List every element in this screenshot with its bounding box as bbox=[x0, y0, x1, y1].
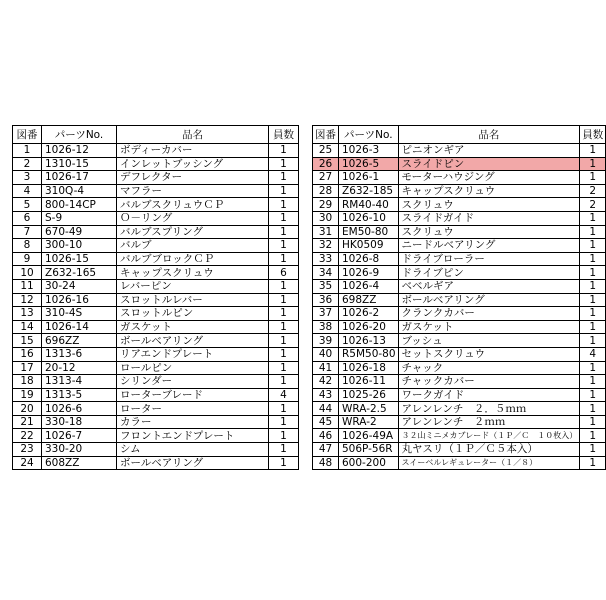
header-qty: 員数 bbox=[580, 126, 606, 144]
cell-no: 35 bbox=[313, 279, 339, 293]
cell-qty: 1 bbox=[269, 415, 299, 429]
table-row bbox=[13, 293, 299, 307]
table-row bbox=[13, 429, 299, 443]
table-row bbox=[313, 211, 606, 225]
cell-name: スクリュウ bbox=[398, 198, 580, 212]
cell-name: レバーピン bbox=[117, 279, 269, 293]
cell-no: 22 bbox=[13, 429, 42, 443]
cell-no: 25 bbox=[313, 144, 339, 158]
cell-no: 31 bbox=[313, 225, 339, 239]
cell-no: 14 bbox=[13, 320, 42, 334]
table-row bbox=[313, 347, 606, 361]
cell-no: 8 bbox=[13, 239, 42, 253]
cell-qty: 1 bbox=[269, 375, 299, 389]
cell-no: 2 bbox=[13, 157, 42, 171]
table-row bbox=[313, 443, 606, 457]
header-name: 品名 bbox=[117, 126, 269, 144]
cell-partno: 1026-10 bbox=[339, 211, 399, 225]
cell-no: 11 bbox=[13, 279, 42, 293]
cell-qty: 1 bbox=[580, 415, 606, 429]
cell-no: 7 bbox=[13, 225, 42, 239]
cell-partno: 300-10 bbox=[42, 239, 117, 253]
cell-partno: S-9 bbox=[42, 211, 117, 225]
cell-partno: 1313-6 bbox=[42, 347, 117, 361]
cell-name: スライドガイド bbox=[398, 211, 580, 225]
cell-partno: 1026-12 bbox=[42, 144, 117, 158]
cell-partno: 1313-5 bbox=[42, 388, 117, 402]
table-row bbox=[313, 157, 606, 171]
cell-name: スライドピン bbox=[398, 157, 580, 171]
table-row bbox=[13, 184, 299, 198]
cell-qty: 1 bbox=[269, 239, 299, 253]
cell-partno: 1026-20 bbox=[339, 320, 399, 334]
cell-partno: 310-4S bbox=[42, 307, 117, 321]
cell-no: 5 bbox=[13, 198, 42, 212]
cell-no: 29 bbox=[313, 198, 339, 212]
cell-qty: 1 bbox=[580, 239, 606, 253]
table-row bbox=[313, 144, 606, 158]
header-partno: パーツNo. bbox=[339, 126, 399, 144]
cell-partno: RM40-40 bbox=[339, 198, 399, 212]
cell-name: ピニオンギア bbox=[398, 144, 580, 158]
cell-qty: 1 bbox=[269, 456, 299, 470]
table-row bbox=[13, 415, 299, 429]
table-row bbox=[313, 334, 606, 348]
cell-qty: 1 bbox=[269, 320, 299, 334]
cell-qty: 4 bbox=[269, 388, 299, 402]
cell-partno: WRA-2.5 bbox=[339, 402, 399, 416]
cell-qty: 1 bbox=[269, 211, 299, 225]
cell-no: 26 bbox=[313, 157, 339, 171]
cell-partno: 1026-5 bbox=[339, 157, 399, 171]
table-row bbox=[13, 443, 299, 457]
cell-qty: 1 bbox=[269, 429, 299, 443]
cell-qty: 1 bbox=[269, 347, 299, 361]
cell-qty: 1 bbox=[580, 375, 606, 389]
cell-qty: 1 bbox=[269, 225, 299, 239]
table-row bbox=[13, 402, 299, 416]
cell-partno: 20-12 bbox=[42, 361, 117, 375]
table-row bbox=[313, 429, 606, 443]
cell-partno: 1026-11 bbox=[339, 375, 399, 389]
cell-partno: 1026-9 bbox=[339, 266, 399, 280]
cell-qty: 1 bbox=[269, 279, 299, 293]
table-row bbox=[13, 307, 299, 321]
table-row bbox=[313, 456, 606, 470]
cell-no: 13 bbox=[13, 307, 42, 321]
cell-qty: 1 bbox=[269, 157, 299, 171]
cell-partno: 670-49 bbox=[42, 225, 117, 239]
table-row bbox=[313, 361, 606, 375]
cell-no: 19 bbox=[13, 388, 42, 402]
cell-name: ガスケット bbox=[117, 320, 269, 334]
cell-no: 47 bbox=[313, 443, 339, 457]
cell-no: 16 bbox=[13, 347, 42, 361]
cell-no: 42 bbox=[313, 375, 339, 389]
cell-name: フロントエンドプレート bbox=[117, 429, 269, 443]
cell-qty: 1 bbox=[269, 171, 299, 185]
cell-name: クランクカバー bbox=[398, 307, 580, 321]
table-row bbox=[313, 402, 606, 416]
cell-qty: 1 bbox=[269, 402, 299, 416]
cell-partno: 1026-1 bbox=[339, 171, 399, 185]
cell-no: 20 bbox=[13, 402, 42, 416]
cell-qty: 1 bbox=[580, 171, 606, 185]
cell-qty: 1 bbox=[580, 266, 606, 280]
cell-name: バルブ bbox=[117, 239, 269, 253]
cell-name: シム bbox=[117, 443, 269, 457]
cell-partno: R5M50-80 bbox=[339, 347, 399, 361]
table-row bbox=[13, 279, 299, 293]
cell-partno: 800-14CP bbox=[42, 198, 117, 212]
cell-name: Ｏ－リング bbox=[117, 211, 269, 225]
parts-table-left bbox=[12, 125, 299, 470]
cell-name: バルブブロックＣＰ bbox=[117, 252, 269, 266]
parts-table-left-body bbox=[13, 144, 299, 470]
cell-name: ニードルベアリング bbox=[398, 239, 580, 253]
table-row bbox=[13, 252, 299, 266]
table-row bbox=[313, 171, 606, 185]
table-row bbox=[13, 347, 299, 361]
table-header-row bbox=[313, 126, 606, 144]
cell-no: 34 bbox=[313, 266, 339, 280]
table-row bbox=[313, 198, 606, 212]
cell-no: 48 bbox=[313, 456, 339, 470]
cell-name: キャップスクリュウ bbox=[117, 266, 269, 280]
cell-no: 33 bbox=[313, 252, 339, 266]
cell-qty: 1 bbox=[580, 225, 606, 239]
cell-qty: 1 bbox=[269, 198, 299, 212]
cell-no: 45 bbox=[313, 415, 339, 429]
cell-no: 17 bbox=[13, 361, 42, 375]
cell-partno: 698ZZ bbox=[339, 293, 399, 307]
table-row bbox=[13, 144, 299, 158]
cell-qty: 6 bbox=[269, 266, 299, 280]
header-name: 品名 bbox=[398, 126, 580, 144]
cell-name: ベベルギア bbox=[398, 279, 580, 293]
table-row bbox=[13, 225, 299, 239]
cell-no: 1 bbox=[13, 144, 42, 158]
cell-name: チャック bbox=[398, 361, 580, 375]
cell-no: 39 bbox=[313, 334, 339, 348]
cell-qty: 1 bbox=[580, 157, 606, 171]
cell-name: ブッシュ bbox=[398, 334, 580, 348]
cell-name: バルブスプリング bbox=[117, 225, 269, 239]
cell-qty: 4 bbox=[580, 347, 606, 361]
cell-name: アレンレンチ ２ｍｍ bbox=[398, 415, 580, 429]
header-partno: パーツNo. bbox=[42, 126, 117, 144]
cell-name: 丸ヤスリ（１Ｐ／Ｃ５本入） bbox=[398, 443, 580, 457]
cell-no: 28 bbox=[313, 184, 339, 198]
cell-qty: 1 bbox=[580, 388, 606, 402]
cell-no: 27 bbox=[313, 171, 339, 185]
cell-qty: 1 bbox=[269, 443, 299, 457]
cell-name: ドライブローラー bbox=[398, 252, 580, 266]
cell-no: 23 bbox=[13, 443, 42, 457]
cell-no: 32 bbox=[313, 239, 339, 253]
table-row bbox=[13, 171, 299, 185]
cell-name: ローター bbox=[117, 402, 269, 416]
table-row bbox=[313, 375, 606, 389]
cell-name: シリンダー bbox=[117, 375, 269, 389]
cell-name: モーターハウジング bbox=[398, 171, 580, 185]
cell-partno: 1026-6 bbox=[42, 402, 117, 416]
cell-partno: WRA-2 bbox=[339, 415, 399, 429]
table-row bbox=[13, 239, 299, 253]
cell-qty: 1 bbox=[580, 334, 606, 348]
cell-partno: 1026-16 bbox=[42, 293, 117, 307]
cell-partno: 1026-7 bbox=[42, 429, 117, 443]
cell-name: スイーベルレギュレーター（１／８） bbox=[398, 456, 580, 470]
cell-name: バルブスクリュウＣＰ bbox=[117, 198, 269, 212]
table-row bbox=[13, 266, 299, 280]
cell-partno: 1026-13 bbox=[339, 334, 399, 348]
cell-partno: 1026-17 bbox=[42, 171, 117, 185]
table-row bbox=[13, 361, 299, 375]
cell-partno: 330-20 bbox=[42, 443, 117, 457]
cell-name: チャックカバー bbox=[398, 375, 580, 389]
cell-qty: 1 bbox=[580, 279, 606, 293]
cell-name: ボディーカバー bbox=[117, 144, 269, 158]
cell-no: 10 bbox=[13, 266, 42, 280]
cell-qty: 1 bbox=[580, 361, 606, 375]
cell-no: 24 bbox=[13, 456, 42, 470]
cell-name: ボールベアリング bbox=[398, 293, 580, 307]
cell-partno: 696ZZ bbox=[42, 334, 117, 348]
cell-no: 44 bbox=[313, 402, 339, 416]
cell-name: マフラー bbox=[117, 184, 269, 198]
cell-name: ロールピン bbox=[117, 361, 269, 375]
cell-qty: 1 bbox=[269, 144, 299, 158]
cell-partno: 1026-14 bbox=[42, 320, 117, 334]
cell-qty: 1 bbox=[269, 184, 299, 198]
cell-no: 3 bbox=[13, 171, 42, 185]
cell-qty: 1 bbox=[580, 443, 606, 457]
cell-partno: 506P-56R bbox=[339, 443, 399, 457]
parts-table-right bbox=[312, 125, 606, 470]
cell-no: 41 bbox=[313, 361, 339, 375]
cell-name: スロットルレバー bbox=[117, 293, 269, 307]
cell-partno: 1026-2 bbox=[339, 307, 399, 321]
cell-name: デフレクター bbox=[117, 171, 269, 185]
cell-partno: 1313-4 bbox=[42, 375, 117, 389]
cell-no: 9 bbox=[13, 252, 42, 266]
table-row bbox=[13, 211, 299, 225]
cell-no: 46 bbox=[313, 429, 339, 443]
cell-no: 15 bbox=[13, 334, 42, 348]
cell-name: スクリュウ bbox=[398, 225, 580, 239]
cell-qty: 1 bbox=[269, 334, 299, 348]
cell-qty: 1 bbox=[580, 456, 606, 470]
cell-partno: 608ZZ bbox=[42, 456, 117, 470]
table-row bbox=[313, 266, 606, 280]
cell-partno: 1026-18 bbox=[339, 361, 399, 375]
cell-partno: 30-24 bbox=[42, 279, 117, 293]
table-header-row bbox=[13, 126, 299, 144]
cell-name: ボールベアリング bbox=[117, 334, 269, 348]
cell-partno: 1026-4 bbox=[339, 279, 399, 293]
cell-name: キャップスクリュウ bbox=[398, 184, 580, 198]
cell-no: 38 bbox=[313, 320, 339, 334]
cell-no: 6 bbox=[13, 211, 42, 225]
cell-qty: 1 bbox=[269, 307, 299, 321]
cell-name: ワークガイド bbox=[398, 388, 580, 402]
cell-no: 37 bbox=[313, 307, 339, 321]
cell-partno: HK0509 bbox=[339, 239, 399, 253]
cell-partno: 1026-3 bbox=[339, 144, 399, 158]
table-row bbox=[313, 239, 606, 253]
header-no: 図番 bbox=[313, 126, 339, 144]
cell-partno: 1025-26 bbox=[339, 388, 399, 402]
cell-partno: 600-200 bbox=[339, 456, 399, 470]
cell-name: ローターブレード bbox=[117, 388, 269, 402]
table-row bbox=[13, 375, 299, 389]
cell-partno: 330-18 bbox=[42, 415, 117, 429]
cell-name: ３２山ミニメカブレード（１Ｐ／Ｃ １０枚入） bbox=[398, 429, 580, 443]
table-row bbox=[313, 293, 606, 307]
cell-qty: 1 bbox=[580, 293, 606, 307]
cell-partno: EM50-80 bbox=[339, 225, 399, 239]
table-row bbox=[13, 388, 299, 402]
table-row bbox=[13, 334, 299, 348]
cell-no: 40 bbox=[313, 347, 339, 361]
table-row bbox=[313, 388, 606, 402]
cell-partno: 1026-15 bbox=[42, 252, 117, 266]
cell-name: カラー bbox=[117, 415, 269, 429]
cell-qty: 1 bbox=[580, 211, 606, 225]
table-row bbox=[13, 198, 299, 212]
cell-partno: 1310-15 bbox=[42, 157, 117, 171]
cell-partno: Z632-185 bbox=[339, 184, 399, 198]
cell-name: インレットブッシング bbox=[117, 157, 269, 171]
cell-qty: 1 bbox=[580, 402, 606, 416]
cell-qty: 1 bbox=[580, 307, 606, 321]
header-no: 図番 bbox=[13, 126, 42, 144]
cell-partno: 310Q-4 bbox=[42, 184, 117, 198]
cell-name: ドライブピン bbox=[398, 266, 580, 280]
cell-qty: 1 bbox=[580, 252, 606, 266]
table-row bbox=[13, 320, 299, 334]
cell-name: セットスクリュウ bbox=[398, 347, 580, 361]
table-row bbox=[13, 456, 299, 470]
cell-no: 18 bbox=[13, 375, 42, 389]
cell-qty: 1 bbox=[580, 429, 606, 443]
table-row bbox=[313, 184, 606, 198]
table-row bbox=[313, 279, 606, 293]
cell-name: リアエンドプレート bbox=[117, 347, 269, 361]
cell-qty: 1 bbox=[580, 320, 606, 334]
cell-qty: 2 bbox=[580, 184, 606, 198]
cell-partno: 1026-49A bbox=[339, 429, 399, 443]
cell-partno: Z632-165 bbox=[42, 266, 117, 280]
table-row bbox=[313, 252, 606, 266]
cell-name: ボールベアリング bbox=[117, 456, 269, 470]
table-row bbox=[313, 225, 606, 239]
cell-no: 36 bbox=[313, 293, 339, 307]
cell-no: 12 bbox=[13, 293, 42, 307]
cell-no: 30 bbox=[313, 211, 339, 225]
table-row bbox=[313, 320, 606, 334]
header-qty: 員数 bbox=[269, 126, 299, 144]
cell-no: 4 bbox=[13, 184, 42, 198]
cell-no: 43 bbox=[313, 388, 339, 402]
cell-qty: 1 bbox=[580, 144, 606, 158]
table-row bbox=[313, 307, 606, 321]
cell-qty: 1 bbox=[269, 293, 299, 307]
table-row bbox=[313, 415, 606, 429]
cell-name: スロットルピン bbox=[117, 307, 269, 321]
cell-qty: 1 bbox=[269, 252, 299, 266]
parts-table-right-body bbox=[313, 144, 606, 470]
cell-partno: 1026-8 bbox=[339, 252, 399, 266]
cell-name: アレンレンチ ２．５ｍｍ bbox=[398, 402, 580, 416]
cell-qty: 1 bbox=[269, 361, 299, 375]
cell-name: ガスケット bbox=[398, 320, 580, 334]
cell-qty: 2 bbox=[580, 198, 606, 212]
table-row bbox=[13, 157, 299, 171]
cell-no: 21 bbox=[13, 415, 42, 429]
